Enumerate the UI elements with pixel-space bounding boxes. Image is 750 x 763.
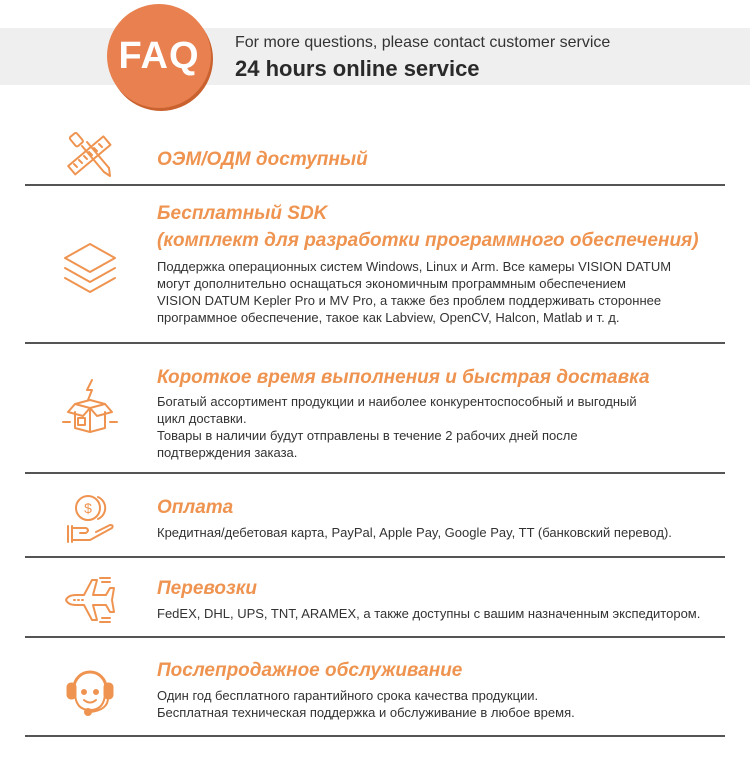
description-line: Товары в наличии будут отправлены в течение 2 рабочих дней после bbox=[157, 428, 578, 443]
faq-badge bbox=[107, 4, 211, 108]
section-title-line: (комплект для разработки программного обеспечения) bbox=[157, 230, 699, 251]
banner-title: 24 hours online service bbox=[235, 56, 480, 81]
faq-badge-label: FAQ bbox=[118, 34, 200, 77]
section-description bbox=[157, 524, 672, 541]
section-description bbox=[157, 393, 637, 461]
section-title: Послепродажное обслуживание bbox=[157, 660, 463, 681]
description-line: могут дополнительно оснащаться экономичным программным обеспечением bbox=[157, 276, 626, 291]
open-box-lightning-icon bbox=[60, 378, 120, 434]
section-title-line: Бесплатный SDK bbox=[157, 203, 328, 224]
divider bbox=[25, 735, 725, 737]
section-title: ОЭМ/ОДМ доступный bbox=[157, 149, 368, 170]
section-title: Короткое время выполнения и быстрая доставка bbox=[157, 367, 650, 388]
section-description bbox=[157, 687, 575, 721]
divider bbox=[25, 636, 725, 638]
description-line: FedEX, DHL, UPS, TNT, ARAMEX, а также доступны с вашим назначенным экспедитором. bbox=[157, 606, 701, 621]
section-title: Перевозки bbox=[157, 578, 257, 599]
coin-hand-icon bbox=[60, 492, 120, 548]
section-description bbox=[157, 258, 671, 326]
section-title: Оплата bbox=[157, 497, 234, 518]
description-line: Кредитная/дебетовая карта, PayPal, Apple Pay, Google Pay, TT (банковский перевод). bbox=[157, 525, 672, 540]
airplane-icon bbox=[60, 572, 120, 628]
description-line: Поддержка операционных систем Windows, Linux и Arm. Все камеры VISION DATUM bbox=[157, 259, 672, 274]
pencil-ruler-icon bbox=[60, 128, 120, 184]
svg-text:$: $ bbox=[84, 500, 92, 516]
description-line: цикл доставки. bbox=[157, 411, 247, 426]
description-line: программное обеспечение, такое как Labview, OpenCV, Halcon, Matlab и т. д. bbox=[157, 310, 620, 325]
description-line: Бесплатная техническая поддержка и обслуживание в любое время. bbox=[157, 705, 575, 720]
section-title bbox=[157, 200, 699, 254]
headset-support-icon bbox=[60, 660, 120, 716]
description-line: VISION DATUM Kepler Pro и MV Pro, а также без проблем поддерживать стороннее bbox=[157, 293, 662, 308]
divider bbox=[25, 184, 725, 186]
banner-subtitle: For more questions, please contact customer service bbox=[235, 34, 611, 51]
divider bbox=[25, 472, 725, 474]
description-line: Богатый ассортимент продукции и наиболее конкурентоспособный и выгодный bbox=[157, 394, 637, 409]
divider bbox=[25, 556, 725, 558]
layers-stack-icon bbox=[60, 238, 120, 294]
description-line: подтверждения заказа. bbox=[157, 445, 298, 460]
divider bbox=[25, 342, 725, 344]
description-line: Один год бесплатного гарантийного срока качества продукции. bbox=[157, 688, 539, 703]
section-description bbox=[157, 605, 700, 622]
